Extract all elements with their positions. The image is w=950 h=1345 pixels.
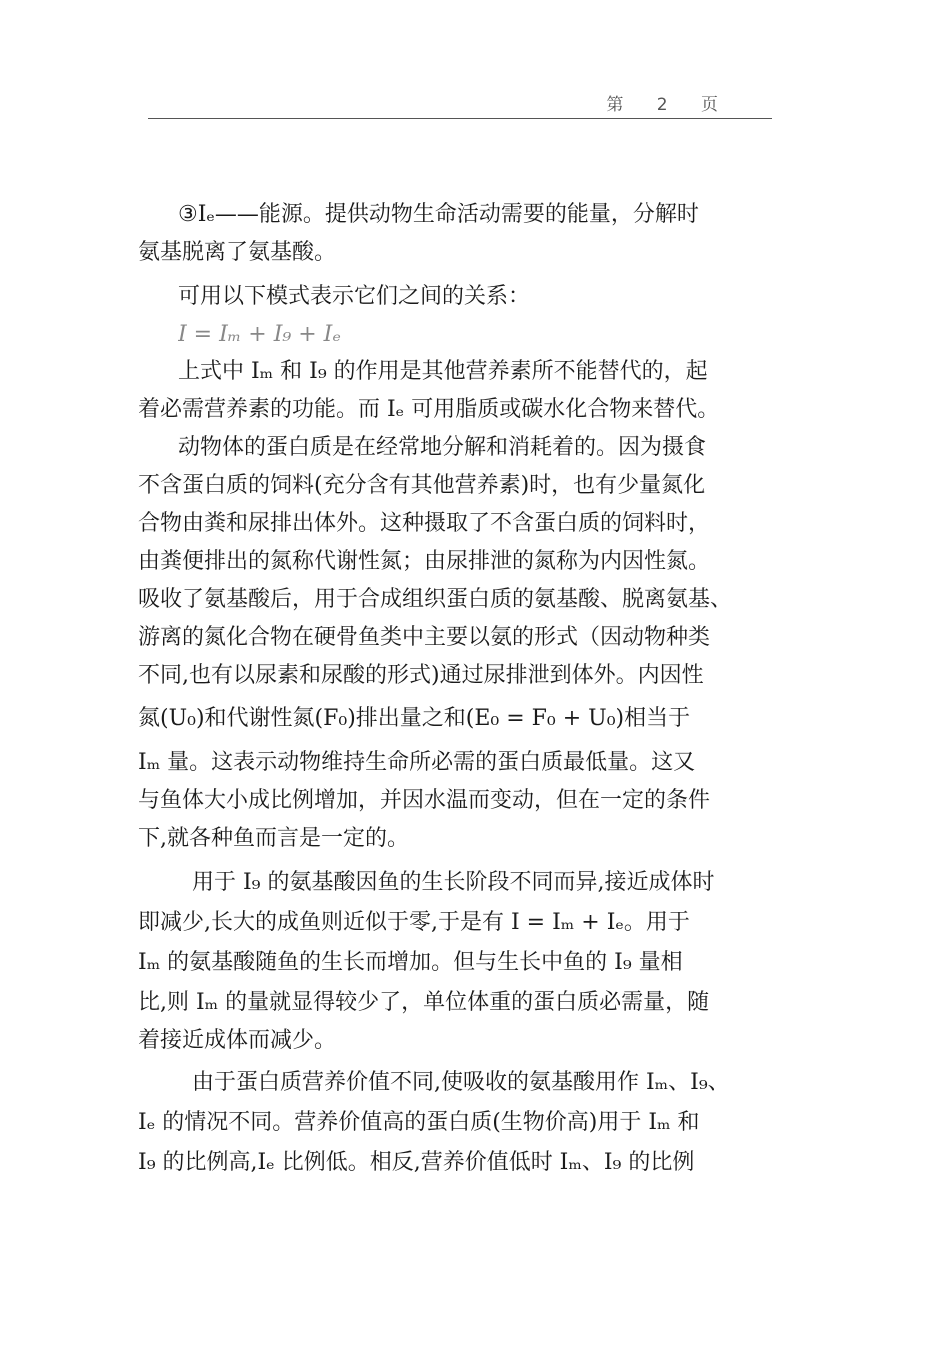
body-line: 着接近成体而减少。 <box>138 1028 337 1053</box>
body-line: 上式中 Iₘ 和 I₉ 的作用是其他营养素所不能替代的，起 <box>178 359 708 384</box>
body-line: 由粪便排出的氮称代谢性氮；由尿排泄的氮称为内因性氮。 <box>138 549 711 574</box>
body-line: 氮(U₀)和代谢性氮(F₀)排出量之和(E₀ = F₀ + U₀)相当于 <box>138 706 691 731</box>
body-line: 比,则 Iₘ 的量就显得较少了，单位体重的蛋白质必需量，随 <box>138 990 710 1015</box>
body-line: Iₘ 的氨基酸随鱼的生长而增加。但与生长中鱼的 I₉ 量相 <box>138 950 683 975</box>
body-line: 不同,也有以尿素和尿酸的形式)通过尿排泄到体外。内因性 <box>138 663 704 688</box>
body-line: 下,就各种鱼而言是一定的。 <box>138 826 409 851</box>
body-line: 用于 I₉ 的氨基酸因鱼的生长阶段不同而异,接近成体时 <box>192 870 715 895</box>
body-line: 可用以下模式表示它们之间的关系： <box>178 284 531 309</box>
page-header <box>148 88 772 119</box>
body-line: Iₑ 的情况不同。营养价值高的蛋白质(生物价高)用于 Iₘ 和 <box>138 1110 700 1135</box>
body-line: 即减少,长大的成鱼则近似于零,于是有 I = Iₘ + Iₑ。用于 <box>138 910 690 935</box>
body-line: 由于蛋白质营养价值不同,使吸收的氨基酸用作 Iₘ、I₉、 <box>192 1070 730 1095</box>
body-line: 与鱼体大小成比例增加，并因水温而变动，但在一定的条件 <box>138 788 711 813</box>
body-line: 氨基脱离了氨基酸。 <box>138 240 337 265</box>
formula-line: I = Iₘ + I₉ + Iₑ <box>178 322 341 347</box>
body-line: Iₘ 量。这表示动物维持生命所必需的蛋白质最低量。这又 <box>138 750 696 775</box>
body-line: 游离的氮化合物在硬骨鱼类中主要以氨的形式（因动物种类 <box>138 625 711 650</box>
body-line: 动物体的蛋白质是在经常地分解和消耗着的。因为摄食 <box>178 435 707 460</box>
body-line: ③Iₑ——能源。提供动物生命活动需要的能量，分解时 <box>178 202 699 227</box>
body-line: 吸收了氨基酸后，用于合成组织蛋白质的氨基酸、脱离氨基、 <box>138 587 733 612</box>
body-line: 不含蛋白质的饲料(充分含有其他营养素)时，也有少量氮化 <box>138 473 706 498</box>
body-line: 着必需营养素的功能。而 Iₑ 可用脂质或碳水化合物来替代。 <box>138 397 720 422</box>
body-line: I₉ 的比例高,Iₑ 比例低。相反,营养价值低时 Iₘ、I₉ 的比例 <box>138 1150 695 1175</box>
page-number: 第 2 页 <box>606 95 732 115</box>
body-line: 合物由粪和尿排出体外。这种摄取了不含蛋白质的饲料时， <box>138 511 711 536</box>
